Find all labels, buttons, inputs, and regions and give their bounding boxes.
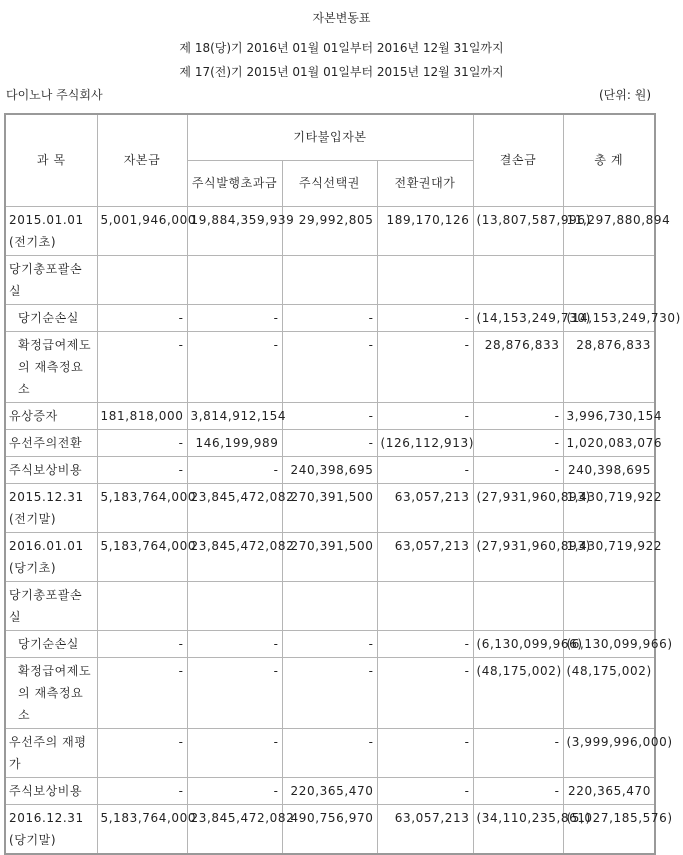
- col-header-other-paid-in: 기타불입자본: [187, 114, 473, 160]
- cell-deficit: (6,130,099,966): [473, 630, 563, 657]
- row-label: 확정급여제도의 재측정요소: [5, 657, 97, 728]
- cell-conversion-rights: -: [377, 728, 473, 777]
- table-row: [5, 304, 655, 331]
- cell-share-premium: 19,884,359,939: [187, 206, 282, 255]
- cell-stock-options: -: [282, 304, 377, 331]
- table-row: [5, 777, 655, 804]
- cell-stock-options: -: [282, 657, 377, 728]
- cell-stock-options: 490,756,970: [282, 804, 377, 854]
- cell-share-premium: 146,199,989: [187, 429, 282, 456]
- cell-deficit: (34,110,235,861): [473, 804, 563, 854]
- table-row: [5, 483, 655, 532]
- table-row: [5, 206, 655, 255]
- col-header-capital: 자본금: [97, 114, 187, 206]
- cell-share-premium: [187, 581, 282, 630]
- unit-label: (단위: 원): [599, 88, 651, 102]
- table-row: [5, 630, 655, 657]
- cell-conversion-rights: (126,112,913): [377, 429, 473, 456]
- cell-conversion-rights: 63,057,213: [377, 532, 473, 581]
- cell-share-premium: 3,814,912,154: [187, 402, 282, 429]
- cell-share-premium: -: [187, 304, 282, 331]
- table-row: [5, 331, 655, 402]
- cell-capital: -: [97, 728, 187, 777]
- cell-stock-options: 270,391,500: [282, 532, 377, 581]
- equity-statement-table: [4, 113, 681, 855]
- cell-total: 1,430,719,922: [563, 532, 655, 581]
- cell-stock-options: [282, 581, 377, 630]
- row-label: 주식보상비용: [5, 777, 97, 804]
- cell-total: (5,027,185,576): [563, 804, 655, 854]
- cell-total: 240,398,695: [563, 456, 655, 483]
- cell-deficit: -: [473, 456, 563, 483]
- cell-total: 3,996,730,154: [563, 402, 655, 429]
- cell-stock-options: 29,992,805: [282, 206, 377, 255]
- cell-total: [563, 581, 655, 630]
- company-name: 다이노나 주식회사: [6, 88, 103, 102]
- cell-share-premium: -: [187, 630, 282, 657]
- cell-deficit: -: [473, 402, 563, 429]
- cell-capital: -: [97, 331, 187, 402]
- row-label: 2016.01.01(당기초): [5, 532, 97, 581]
- row-label: 우선주의 재평가: [5, 728, 97, 777]
- cell-conversion-rights: 63,057,213: [377, 483, 473, 532]
- cell-conversion-rights: -: [377, 331, 473, 402]
- col-header-deficit: 결손금: [473, 114, 563, 206]
- cell-share-premium: 23,845,472,082: [187, 483, 282, 532]
- cell-conversion-rights: 63,057,213: [377, 804, 473, 854]
- cell-deficit: [473, 255, 563, 304]
- table-row: [5, 456, 655, 483]
- row-label: 유상증자: [5, 402, 97, 429]
- cell-stock-options: 240,398,695: [282, 456, 377, 483]
- cell-total: 28,876,833: [563, 331, 655, 402]
- cell-capital: 181,818,000: [97, 402, 187, 429]
- cell-conversion-rights: -: [377, 456, 473, 483]
- table-row: [5, 532, 655, 581]
- cell-capital: -: [97, 657, 187, 728]
- cell-capital: -: [97, 630, 187, 657]
- col-header-item: 과 목: [5, 114, 97, 206]
- cell-capital: -: [97, 304, 187, 331]
- cell-stock-options: 270,391,500: [282, 483, 377, 532]
- cell-capital: 5,183,764,000: [97, 804, 187, 854]
- table-row: [5, 804, 655, 854]
- cell-total: (6,130,099,966): [563, 630, 655, 657]
- cell-total: [563, 255, 655, 304]
- cell-conversion-rights: -: [377, 304, 473, 331]
- table-row: [5, 581, 655, 630]
- cell-deficit: -: [473, 777, 563, 804]
- cell-deficit: (14,153,249,730): [473, 304, 563, 331]
- cell-capital: [97, 581, 187, 630]
- col-header-total: 총 계: [563, 114, 655, 206]
- cell-share-premium: 23,845,472,082: [187, 804, 282, 854]
- row-label: 당기순손실: [5, 630, 97, 657]
- period-current: 제 18(당)기 2016년 01월 01일부터 2016년 12월 31일까지: [179, 41, 504, 55]
- cell-stock-options: 220,365,470: [282, 777, 377, 804]
- cell-conversion-rights: [377, 581, 473, 630]
- cell-total: 11,297,880,894: [563, 206, 655, 255]
- cell-conversion-rights: -: [377, 777, 473, 804]
- row-label: 2015.01.01(전기초): [5, 206, 97, 255]
- cell-conversion-rights: 189,170,126: [377, 206, 473, 255]
- cell-deficit: (27,931,960,893): [473, 483, 563, 532]
- cell-total: 1,430,719,922: [563, 483, 655, 532]
- cell-share-premium: -: [187, 728, 282, 777]
- statement-title: 자본변동표: [312, 11, 371, 25]
- cell-total: (48,175,002): [563, 657, 655, 728]
- cell-conversion-rights: [377, 255, 473, 304]
- cell-total: 220,365,470: [563, 777, 655, 804]
- cell-capital: 5,001,946,000: [97, 206, 187, 255]
- cell-capital: -: [97, 429, 187, 456]
- cell-share-premium: -: [187, 777, 282, 804]
- cell-stock-options: -: [282, 402, 377, 429]
- cell-stock-options: -: [282, 728, 377, 777]
- table-row: [5, 402, 655, 429]
- row-label: 2016.12.31(당기말): [5, 804, 97, 854]
- cell-capital: [97, 255, 187, 304]
- row-label: 우선주의전환: [5, 429, 97, 456]
- cell-capital: -: [97, 456, 187, 483]
- cell-deficit: -: [473, 728, 563, 777]
- cell-stock-options: -: [282, 630, 377, 657]
- cell-capital: 5,183,764,000: [97, 483, 187, 532]
- cell-deficit: (48,175,002): [473, 657, 563, 728]
- table-row: [5, 728, 655, 777]
- cell-share-premium: 23,845,472,082: [187, 532, 282, 581]
- cell-conversion-rights: -: [377, 630, 473, 657]
- row-label: 주식보상비용: [5, 456, 97, 483]
- cell-share-premium: -: [187, 456, 282, 483]
- row-label: 당기총포괄손실: [5, 255, 97, 304]
- cell-stock-options: -: [282, 331, 377, 402]
- cell-deficit: 28,876,833: [473, 331, 563, 402]
- table-row: [5, 657, 655, 728]
- cell-deficit: -: [473, 429, 563, 456]
- cell-total: (14,153,249,730): [563, 304, 655, 331]
- cell-share-premium: [187, 255, 282, 304]
- cell-share-premium: -: [187, 331, 282, 402]
- row-label: 당기순손실: [5, 304, 97, 331]
- cell-capital: -: [97, 777, 187, 804]
- row-label: 당기총포괄손실: [5, 581, 97, 630]
- col-header-share-premium: 주식발행초과금: [187, 160, 282, 206]
- period-prior: 제 17(전)기 2015년 01월 01일부터 2015년 12월 31일까지: [179, 65, 504, 79]
- table-row: [5, 255, 655, 304]
- cell-stock-options: [282, 255, 377, 304]
- cell-deficit: (27,931,960,893): [473, 532, 563, 581]
- cell-deficit: [473, 581, 563, 630]
- cell-stock-options: -: [282, 429, 377, 456]
- cell-total: 1,020,083,076: [563, 429, 655, 456]
- table-row: [5, 429, 655, 456]
- col-header-conversion-rights: 전환권대가: [377, 160, 473, 206]
- col-header-stock-options: 주식선택권: [282, 160, 377, 206]
- cell-capital: 5,183,764,000: [97, 532, 187, 581]
- cell-share-premium: -: [187, 657, 282, 728]
- cell-total: (3,999,996,000): [563, 728, 655, 777]
- row-label: 확정급여제도의 재측정요소: [5, 331, 97, 402]
- cell-conversion-rights: -: [377, 402, 473, 429]
- cell-deficit: (13,807,587,996): [473, 206, 563, 255]
- row-label: 2015.12.31(전기말): [5, 483, 97, 532]
- cell-conversion-rights: -: [377, 657, 473, 728]
